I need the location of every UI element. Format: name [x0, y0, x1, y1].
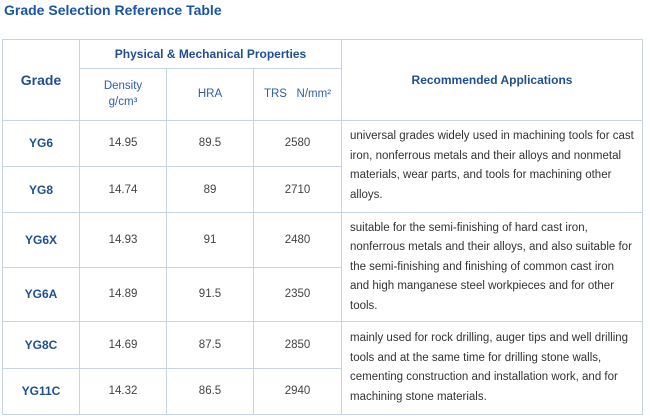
- application-cell: universal grades widely used in machining tools for cast iron, nonferrous metals and their alloys and nonmetal materials, wear parts, and tools for machining other alloys.: [342, 120, 643, 213]
- density-cell: 14.93: [80, 213, 167, 267]
- grade-table: [2, 39, 643, 415]
- applications-column-header: Recommended Applications: [342, 40, 643, 121]
- page-title: Grade Selection Reference Table: [4, 2, 222, 18]
- hra-cell: 89.5: [167, 120, 254, 166]
- hra-cell: 89: [167, 166, 254, 212]
- trs-cell: 2940: [254, 368, 342, 414]
- density-cell: 14.89: [80, 267, 167, 321]
- hra-cell: 86.5: [167, 368, 254, 414]
- trs-cell: 2850: [254, 322, 342, 368]
- hra-column-header: HRA: [167, 69, 254, 120]
- grade-cell: YG8C: [3, 322, 80, 368]
- trs-cell: 2350: [254, 267, 342, 321]
- trs-cell: 2710: [254, 166, 342, 212]
- density-cell: 14.69: [80, 322, 167, 368]
- density-column-header: [80, 69, 167, 120]
- hra-cell: 91: [167, 213, 254, 267]
- table-row: [3, 213, 643, 267]
- hra-cell: 91.5: [167, 267, 254, 321]
- grade-cell: YG11C: [3, 368, 80, 414]
- table-row: [3, 322, 643, 368]
- trs-column-header: TRS N/mm²: [254, 69, 342, 120]
- grade-cell: YG8: [3, 166, 80, 212]
- hra-cell: 87.5: [167, 322, 254, 368]
- grade-cell: YG6X: [3, 213, 80, 267]
- trs-cell: 2580: [254, 120, 342, 166]
- density-cell: 14.95: [80, 120, 167, 166]
- application-cell: mainly used for rock drilling, auger tips and well drilling tools and at the same time for drilling stone walls, cementing construction and installation work, and for machining stone materials.: [342, 322, 643, 415]
- grade-cell: YG6A: [3, 267, 80, 321]
- application-cell: suitable for the semi-finishing of hard cast iron, nonferrous metals and their alloys, and also suitable for the semi-finishing and finishing of common cast iron and high manganese steel workpieces and for other tools.: [342, 213, 643, 322]
- table-row: [3, 120, 643, 166]
- density-unit: g/cm³: [108, 96, 138, 109]
- density-label: Density: [103, 80, 143, 93]
- properties-group-header: Physical & Mechanical Properties: [80, 40, 342, 69]
- grade-cell: YG6: [3, 120, 80, 166]
- density-cell: 14.32: [80, 368, 167, 414]
- grade-column-header: Grade: [3, 40, 80, 121]
- trs-cell: 2480: [254, 213, 342, 267]
- density-cell: 14.74: [80, 166, 167, 212]
